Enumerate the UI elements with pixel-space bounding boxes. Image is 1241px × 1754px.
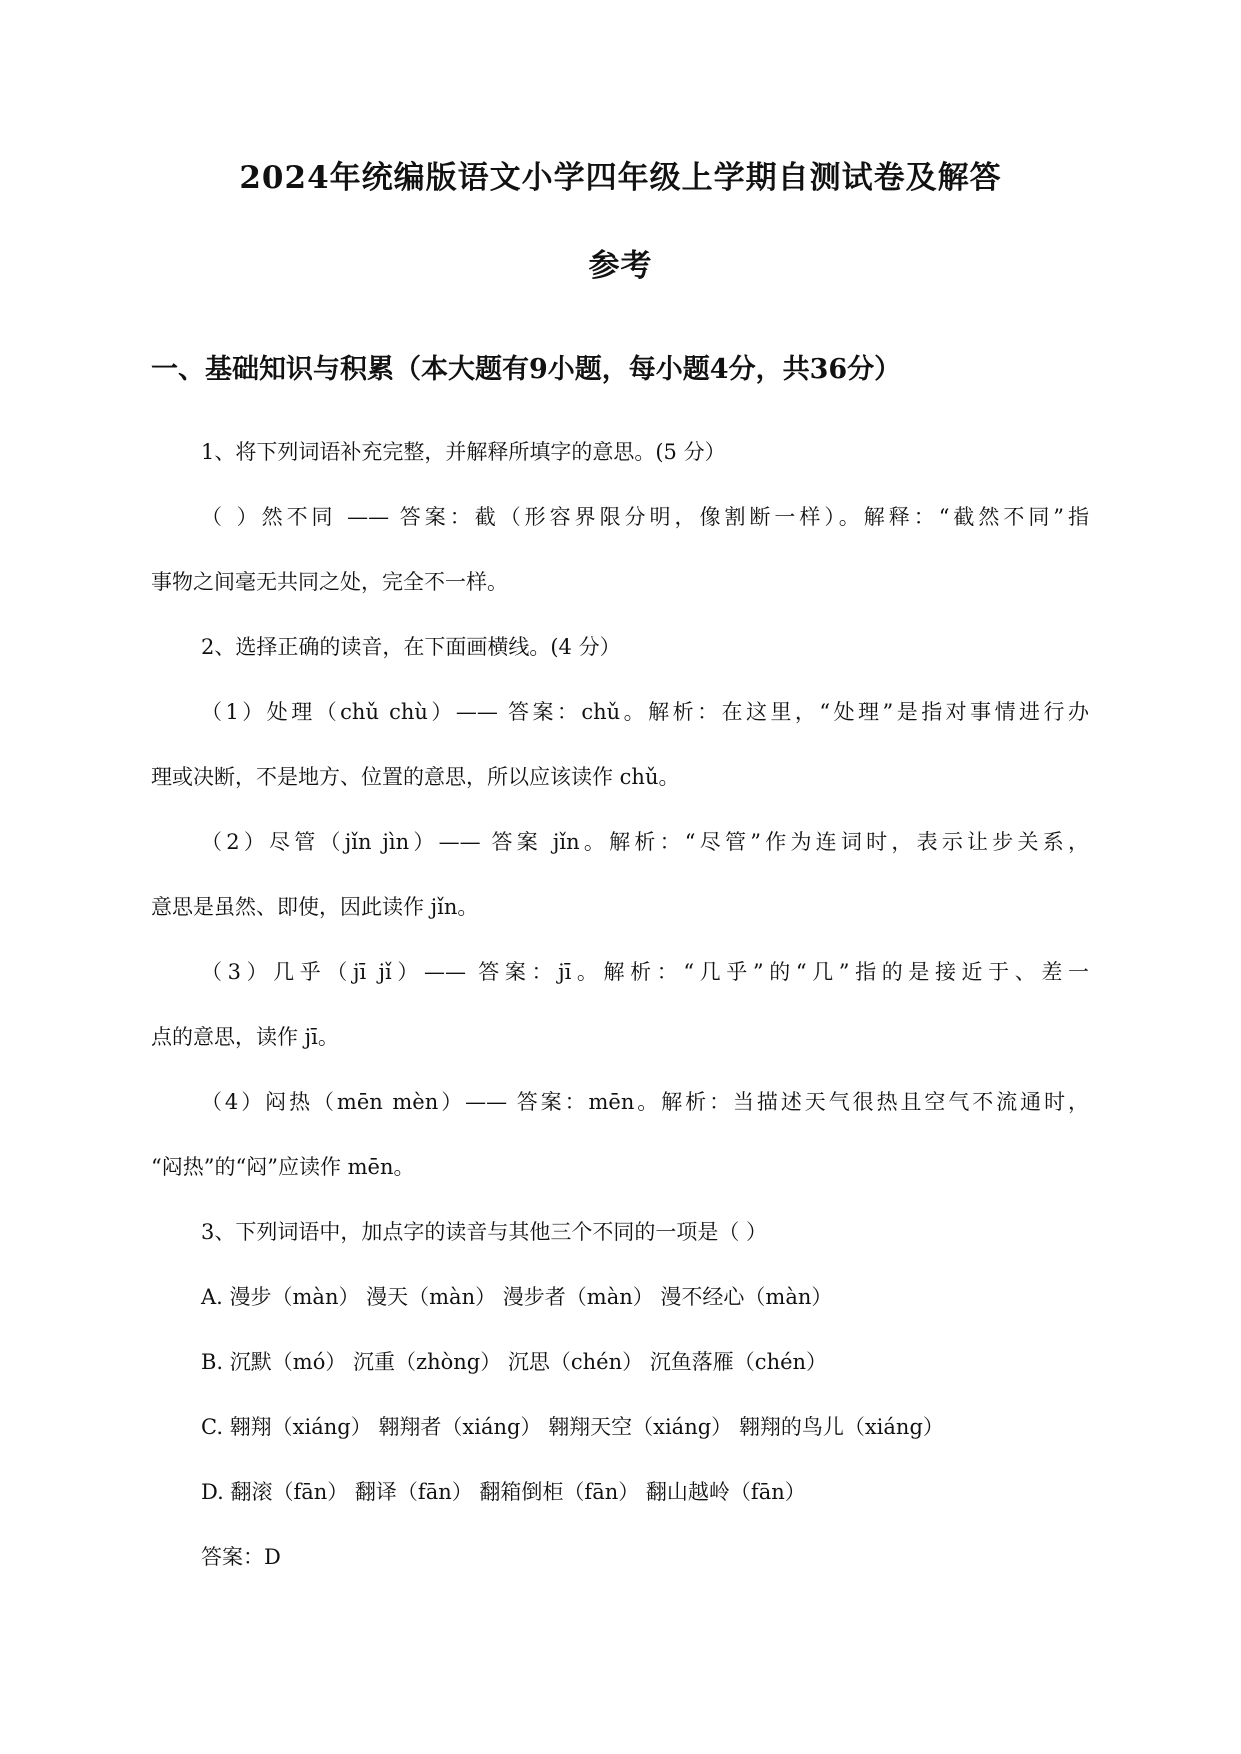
question-2-prompt: 2、选择正确的读音，在下面画横线。(4 分）	[201, 635, 621, 659]
question-3-option-b: B. 沉默（mó） 沉重（zhòng） 沉思（chén） 沉鱼落雁（chén）	[201, 1350, 828, 1374]
document-title-line-1: 2024年统编版语文小学四年级上学期自测试卷及解答	[239, 160, 1002, 196]
question-3-option-d: D. 翻滚（fān） 翻译（fān） 翻箱倒柜（fān） 翻山越岭（fān）	[201, 1480, 806, 1504]
question-2-item-3-line-2: 点的意思，读作 jī。	[151, 1025, 339, 1049]
question-3-option-a: A. 漫步（màn） 漫天（màn） 漫步者（màn） 漫不经心（màn）	[201, 1285, 833, 1309]
question-3-option-c: C. 翱翔（xiáng） 翱翔者（xiáng） 翱翔天空（xiáng） 翱翔的鸟儿（xiáng）	[201, 1415, 944, 1439]
question-1-answer-line-1: （ ）然不同 —— 答案：截（形容界限分明，像割断一样）。解释：“截然不同”指	[201, 505, 1089, 529]
question-1-prompt: 1、将下列词语补充完整，并解释所填字的意思。(5 分）	[201, 440, 726, 464]
question-3-prompt: 3、下列词语中，加点字的读音与其他三个不同的一项是（ ）	[201, 1220, 768, 1244]
question-2-item-2-line-1: （2）尽管（jǐn jìn）—— 答案 jǐn。解析：“尽管”作为连词时，表示让步关系，	[201, 830, 1089, 854]
question-2-item-1-line-2: 理或决断，不是地方、位置的意思，所以应该读作 chǔ。	[151, 765, 680, 789]
document-title-line-2: 参考	[588, 248, 653, 284]
question-2-item-4-line-1: （4）闷热（mēn mèn）—— 答案：mēn。解析：当描述天气很热且空气不流通时，	[201, 1090, 1089, 1114]
question-3-answer: 答案：D	[201, 1545, 281, 1569]
question-1-answer-line-2: 事物之间毫无共同之处，完全不一样。	[151, 570, 508, 594]
question-2-item-1-line-1: （1）处理（chǔ chù）—— 答案：chǔ。解析：在这里，“处理”是指对事情进行办	[201, 700, 1089, 724]
question-2-item-3-line-1: （3）几乎（jī jǐ）—— 答案：jī。解析：“几乎”的“几”指的是接近于、差一	[201, 960, 1089, 984]
question-2-item-2-line-2: 意思是虽然、即使，因此读作 jǐn。	[151, 895, 479, 919]
question-2-item-4-line-2: “闷热”的“闷”应读作 mēn。	[151, 1155, 415, 1179]
section-heading: 一、基础知识与积累（本大题有9小题，每小题4分，共36分）	[151, 354, 902, 385]
